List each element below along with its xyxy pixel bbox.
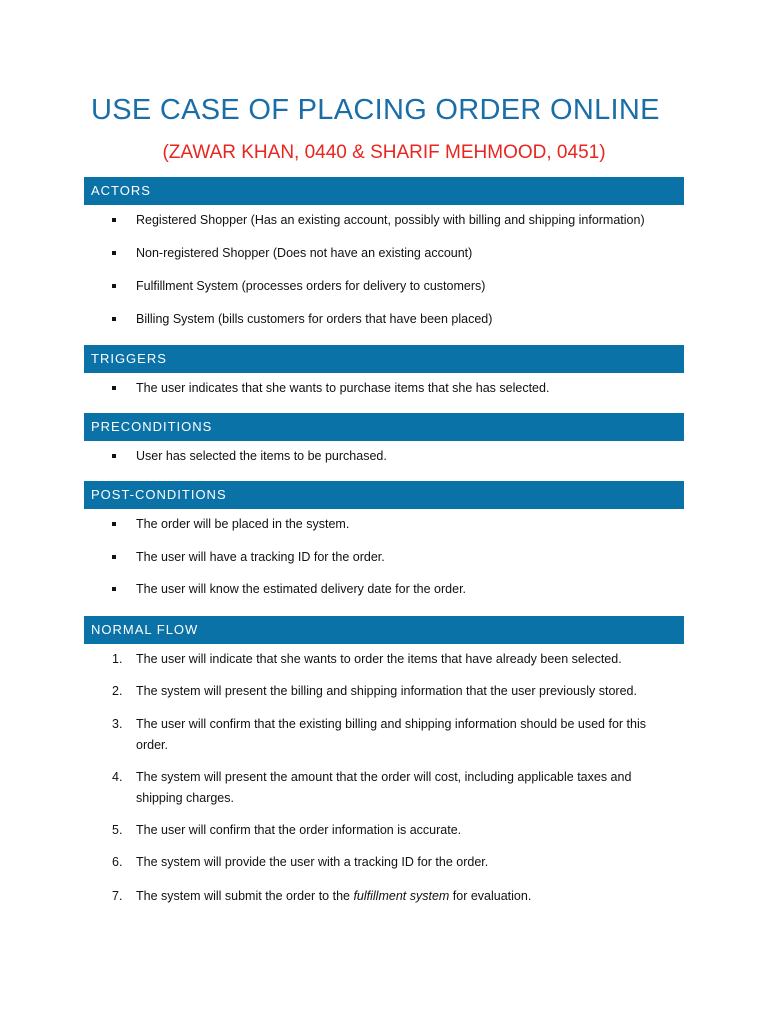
section-header-triggers: TRIGGERS (84, 345, 684, 373)
bullet-icon (112, 218, 116, 222)
item-number: 2. (112, 684, 123, 698)
text-after: for evaluation. (449, 889, 532, 903)
list-item-text: The user will know the estimated delivery date for the order. (136, 582, 467, 596)
list-item-text: The order will be placed in the system. (136, 517, 350, 531)
list-item-text: Non-registered Shopper (Does not have an existing account) (136, 246, 473, 260)
list-item-text: Registered Shopper (Has an existing account, possibly with billing and shipping information) (136, 213, 645, 227)
text-before: The system will submit the order to the (136, 889, 354, 903)
bullet-icon (112, 555, 116, 559)
numbered-item-text: The user will confirm that the existing billing and shipping information should be used for this order. (136, 717, 646, 752)
section-header-postconditions: POST-CONDITIONS (84, 481, 684, 509)
section-header-preconditions: PRECONDITIONS (84, 413, 684, 441)
bullet-icon (112, 251, 116, 255)
bullet-icon (112, 386, 116, 390)
bullet-icon (112, 454, 116, 458)
bullet-icon (112, 284, 116, 288)
item-number: 3. (112, 717, 123, 731)
numbered-item-text: The user will confirm that the order information is accurate. (136, 823, 462, 837)
list-item-text: The user will have a tracking ID for the order. (136, 550, 385, 564)
numbered-item-text (136, 886, 676, 907)
section-header-actors: ACTORS (84, 177, 684, 205)
item-number: 7. (112, 889, 123, 903)
authors-line: (ZAWAR KHAN, 0440 & SHARIF MEHMOOD, 0451) (162, 142, 606, 163)
item-number: 6. (112, 855, 123, 869)
item-number: 4. (112, 770, 123, 784)
numbered-item-text: The system will present the billing and shipping information that the user previously stored. (136, 684, 637, 698)
section-header-normal-flow: NORMAL FLOW (84, 616, 684, 644)
list-item-text: Billing System (bills customers for orders that have been placed) (136, 312, 493, 326)
bullet-icon (112, 587, 116, 591)
list-item-text: User has selected the items to be purchased. (136, 449, 387, 463)
list-item-text: The user indicates that she wants to purchase items that she has selected. (136, 381, 550, 395)
item-number: 1. (112, 652, 123, 666)
page-title: USE CASE OF PLACING ORDER ONLINE (91, 94, 660, 126)
bullet-icon (112, 522, 116, 526)
bullet-icon (112, 317, 116, 321)
emphasized-term: fulfillment system (353, 889, 450, 903)
numbered-item-text: The system will provide the user with a tracking ID for the order. (136, 855, 489, 869)
numbered-item-text: The system will present the amount that the order will cost, including applicable taxes and shipping charges. (136, 770, 632, 805)
list-item-text: Fulfillment System (processes orders for delivery to customers) (136, 279, 486, 293)
numbered-item-text: The user will indicate that she wants to order the items that have already been selected. (136, 652, 622, 666)
item-number: 5. (112, 823, 123, 837)
